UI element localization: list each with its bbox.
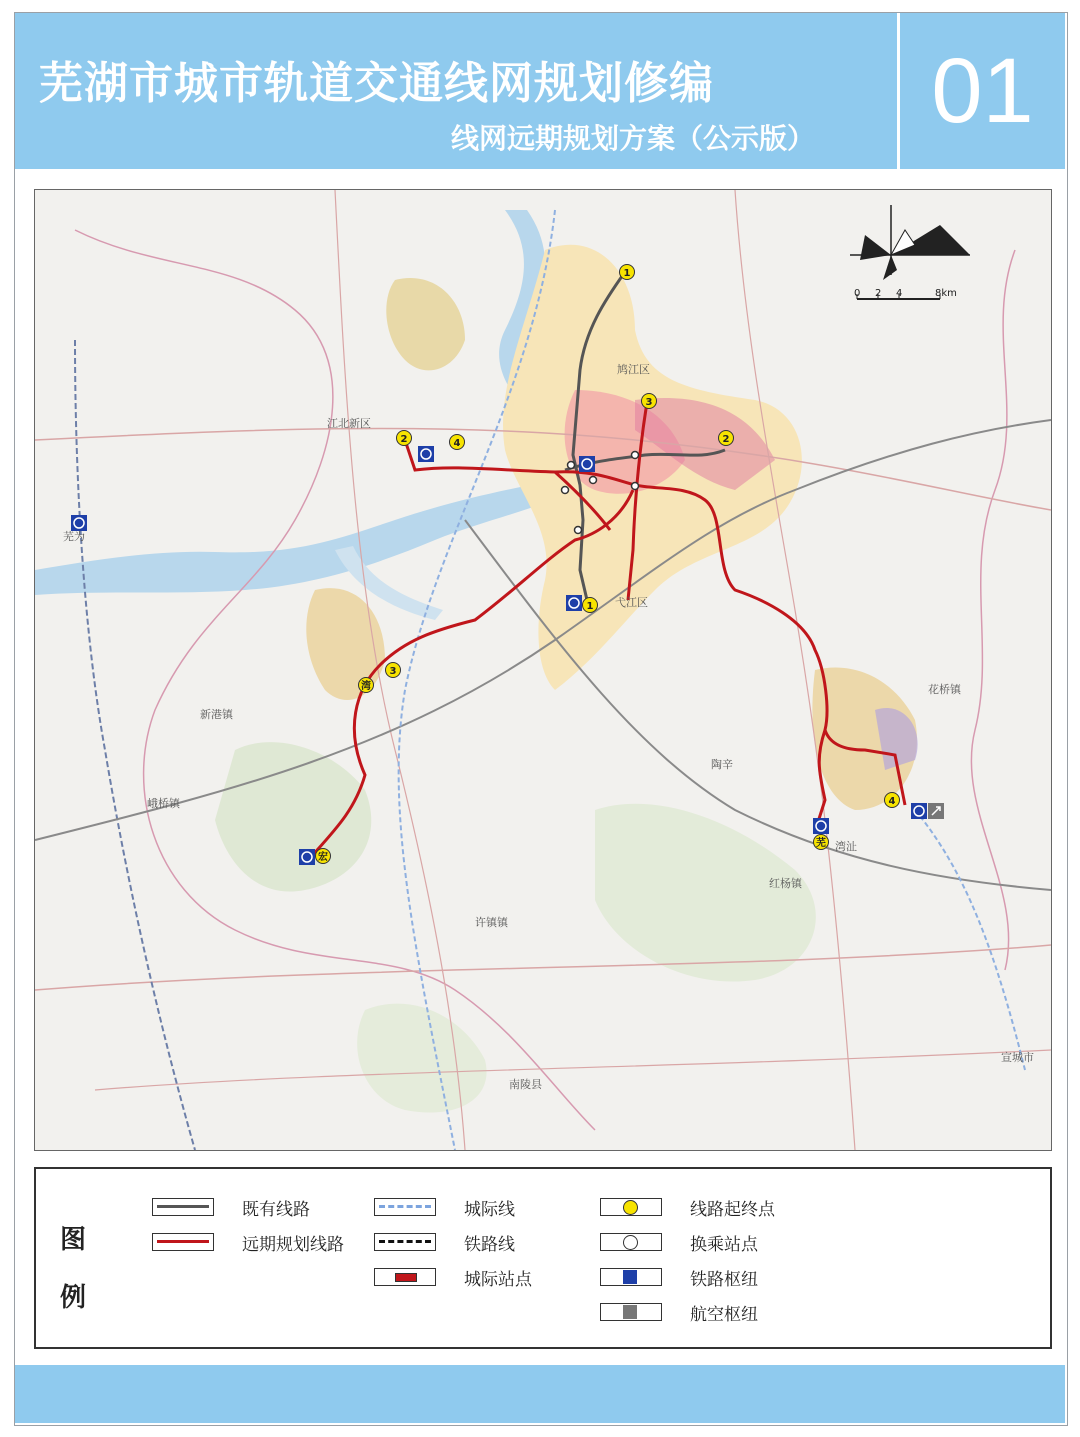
legend-item-railway-line	[374, 1231, 515, 1253]
intercity-line-symbol	[374, 1198, 436, 1216]
railway-hub-icon	[600, 1268, 662, 1286]
page-title: 芜湖市城市轨道交通线网规划修编	[39, 58, 714, 109]
intercity-station-symbol	[374, 1268, 436, 1286]
legend-title-char: 例	[60, 1283, 87, 1313]
svg-text:2: 2	[722, 434, 730, 445]
transfer-station-icon	[600, 1233, 662, 1251]
planned-line-symbol	[152, 1233, 214, 1251]
airport-hub-icon	[928, 803, 944, 819]
footer-band	[15, 1365, 1065, 1423]
legend-label: 线路起终点	[690, 1199, 775, 1220]
svg-text:新港镇: 新港镇	[200, 708, 233, 721]
legend-label: 换乘站点	[690, 1234, 758, 1255]
svg-text:4: 4	[888, 796, 896, 807]
railway-line-symbol	[374, 1233, 436, 1251]
svg-text:4: 4	[453, 438, 461, 449]
legend-item-terminal-point	[600, 1196, 775, 1218]
svg-text:8km: 8km	[935, 288, 957, 299]
svg-text:芜为: 芜为	[63, 530, 85, 543]
svg-text:宣城市: 宣城市	[1001, 1051, 1034, 1064]
legend-item-planned-line	[152, 1231, 344, 1253]
svg-text:4: 4	[896, 288, 903, 299]
svg-text:鸠江区: 鸠江区	[617, 363, 650, 376]
page-subtitle: 线网远期规划方案（公示版）	[451, 122, 816, 155]
svg-text:2: 2	[875, 288, 882, 299]
svg-text:芜: 芜	[816, 838, 826, 849]
legend-label: 既有线路	[242, 1199, 310, 1220]
airport-hub-icon	[600, 1303, 662, 1321]
existing-line-symbol	[152, 1198, 214, 1216]
map-canvas	[35, 190, 1051, 1150]
legend-item-transfer-station	[600, 1231, 758, 1253]
legend-label: 铁路枢纽	[690, 1269, 758, 1290]
header-band	[15, 13, 1065, 169]
svg-text:3: 3	[645, 397, 653, 408]
svg-text:花桥镇: 花桥镇	[928, 683, 961, 696]
sheet-number: 01	[931, 39, 1034, 142]
map-legend	[34, 1167, 1052, 1349]
terminal-point-icon	[600, 1198, 662, 1216]
svg-text:南陵县: 南陵县	[509, 1078, 542, 1091]
svg-text:江北新区: 江北新区	[327, 417, 371, 430]
legend-item-railway-hub	[600, 1266, 758, 1288]
svg-text:3: 3	[389, 666, 397, 677]
legend-item-existing-line	[152, 1196, 310, 1218]
legend-title-char: 图	[60, 1225, 87, 1255]
legend-label: 城际站点	[464, 1269, 532, 1290]
network-map	[34, 189, 1052, 1151]
legend-item-intercity-line	[374, 1196, 515, 1218]
svg-text:陶辛: 陶辛	[711, 758, 733, 771]
svg-text:湾: 湾	[361, 681, 371, 692]
svg-text:1: 1	[623, 268, 631, 279]
svg-text:湾沚: 湾沚	[835, 840, 857, 853]
svg-text:1: 1	[586, 601, 594, 612]
svg-text:峨桥镇: 峨桥镇	[147, 797, 180, 810]
svg-text:许镇镇: 许镇镇	[475, 916, 508, 929]
legend-item-airport-hub	[600, 1301, 758, 1323]
legend-label: 航空枢纽	[690, 1304, 758, 1325]
svg-text:2: 2	[400, 434, 408, 445]
legend-label: 远期规划线路	[242, 1234, 344, 1255]
svg-text:红杨镇: 红杨镇	[769, 877, 802, 890]
svg-text:0: 0	[854, 288, 861, 299]
svg-text:宏: 宏	[318, 852, 328, 863]
svg-text:弋江区: 弋江区	[615, 596, 648, 609]
legend-item-intercity-station	[374, 1266, 532, 1288]
legend-label: 城际线	[464, 1199, 515, 1220]
legend-label: 铁路线	[464, 1234, 515, 1255]
